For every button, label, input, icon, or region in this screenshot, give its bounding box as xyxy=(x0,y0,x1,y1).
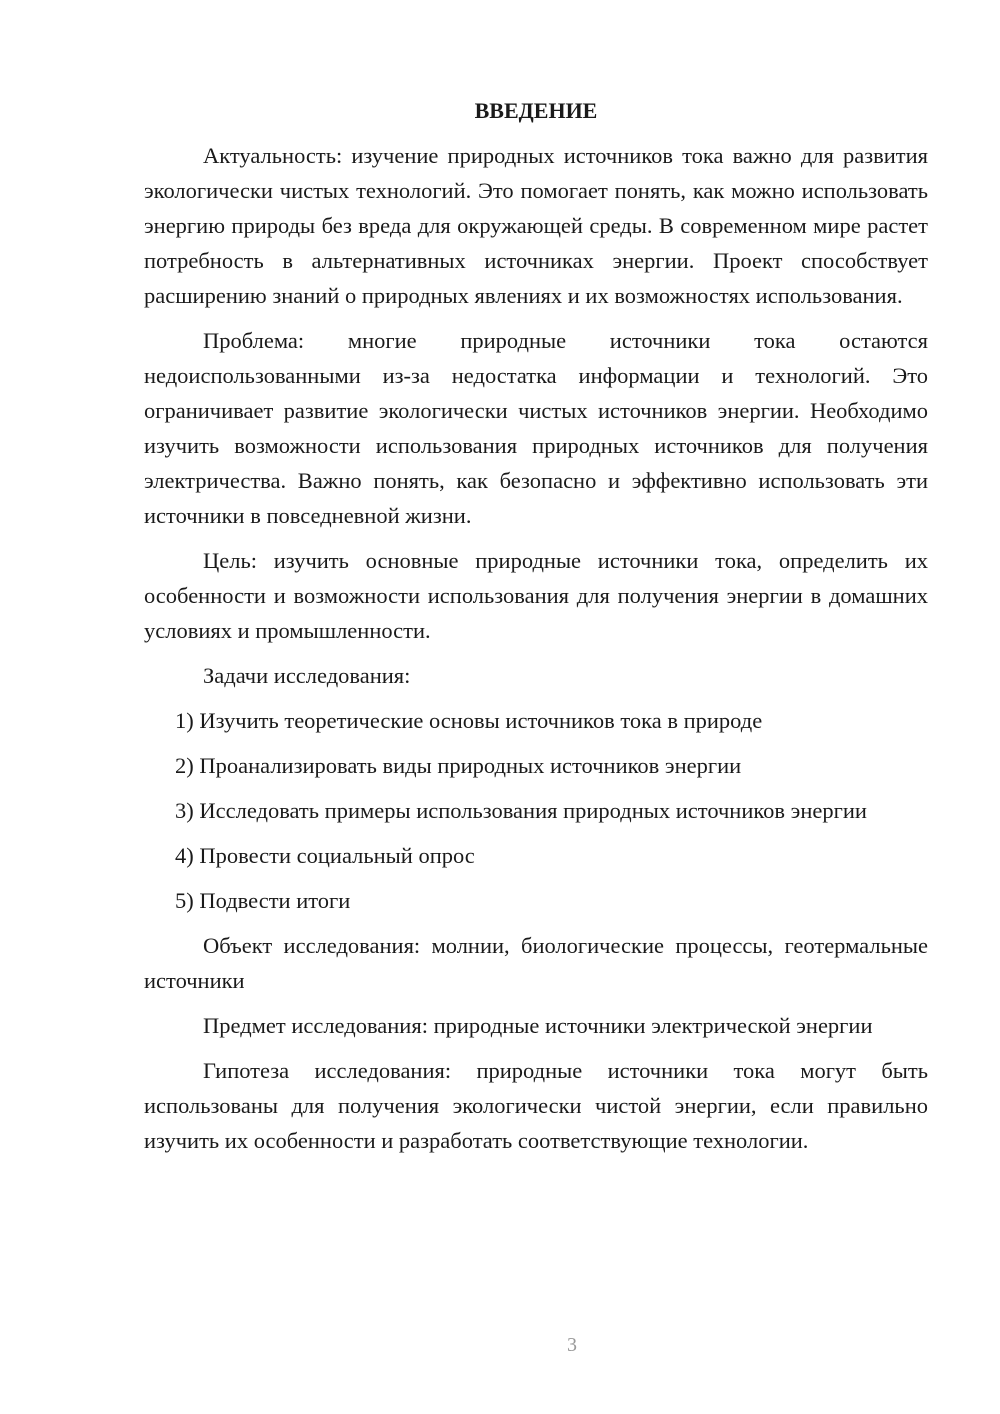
paragraph-hypothesis: Гипотеза исследования: природные источники тока могут быть использованы для получения экологически чистой энергии, если правильно изучить их особенности и разработать соответствующие технологии. xyxy=(144,1058,928,1153)
paragraph-tasks-heading: Задачи исследования: xyxy=(203,663,411,688)
task-item-2: 2) Проанализировать виды природных источников энергии xyxy=(175,753,742,778)
paragraph-relevance: Актуальность: изучение природных источников тока важно для развития экологически чистых технологий. Это помогает понять, как можно использовать энергию природы без вреда для окружающей среды. В современном мире растет потребность в альтернативных источниках энергии. Проект способствует расширению знаний о природных явлениях и их возможностях использования. xyxy=(144,143,928,308)
task-item-3: 3) Исследовать примеры использования природных источников энергии xyxy=(175,798,867,823)
paragraph-problem: Проблема: многие природные источники тока остаются недоиспользованными из-за недостатка информации и технологий. Это ограничивает развитие экологически чистых источников энергии. Необходимо изучить возможности использования природных источников для получения электричества. Важно понять, как безопасно и эффективно использовать эти источники в повседневной жизни. xyxy=(144,328,928,528)
task-item-5: 5) Подвести итоги xyxy=(175,888,351,913)
task-item-1: 1) Изучить теоретические основы источников тока в природе xyxy=(175,708,763,733)
paragraph-goal: Цель: изучить основные природные источники тока, определить их особенности и возможности использования для получения энергии в домашних условиях и промышленности. xyxy=(144,548,928,643)
paragraph-object: Объект исследования: молнии, биологические процессы, геотермальные источники xyxy=(144,933,928,993)
page-number: 3 xyxy=(567,1334,577,1356)
page-content xyxy=(144,93,928,1168)
paragraph-subject: Предмет исследования: природные источники электрической энергии xyxy=(203,1013,873,1038)
task-item-4: 4) Провести социальный опрос xyxy=(175,843,475,868)
page-title: ВВЕДЕНИЕ xyxy=(474,98,598,123)
